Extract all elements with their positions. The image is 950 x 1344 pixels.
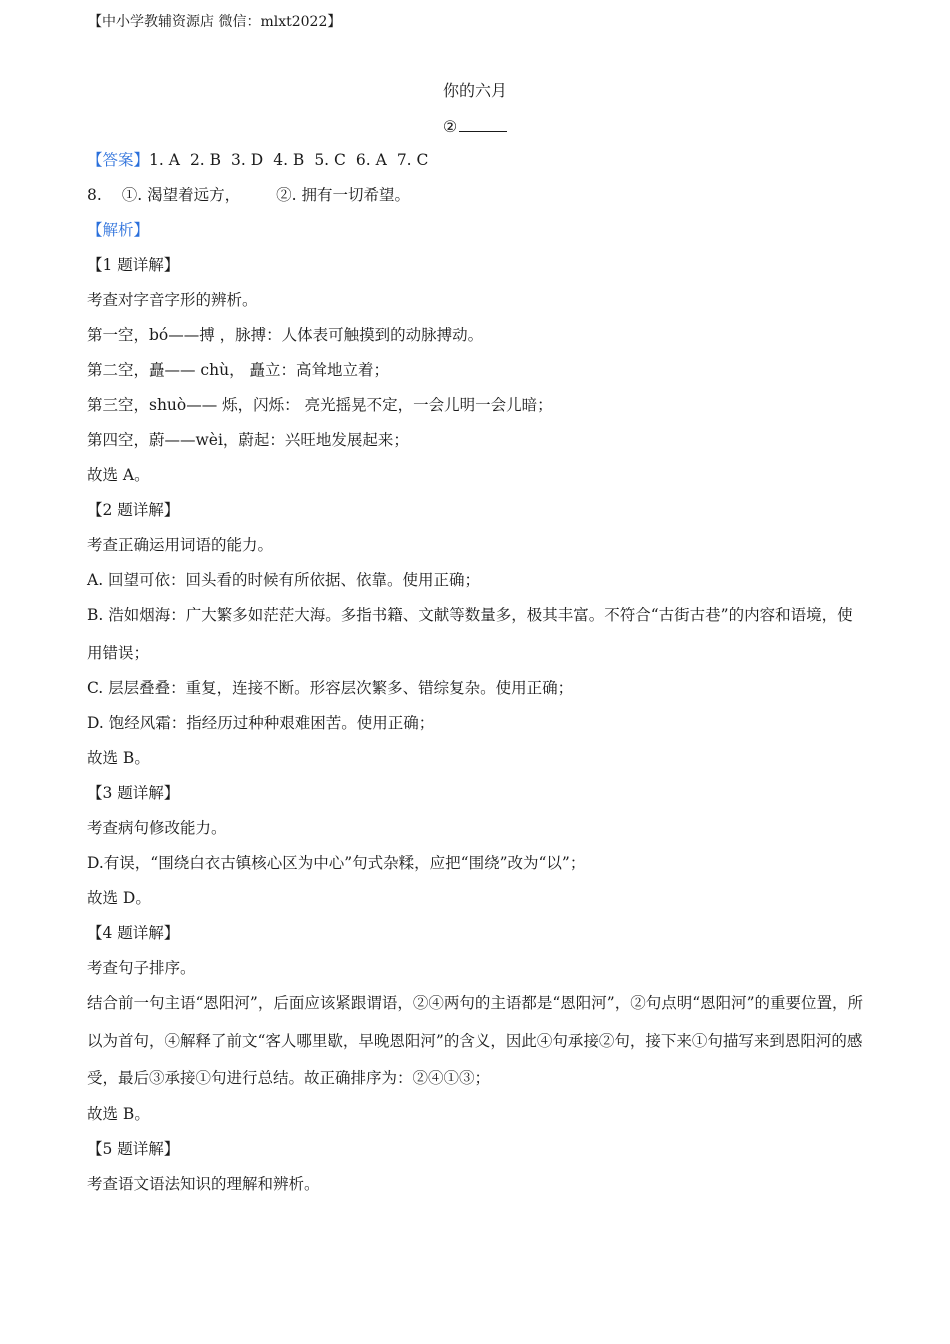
- answer-item: 2. B: [189, 151, 222, 169]
- section-line: 第四空，蔚——wèi，蔚起：兴旺地发展起来；: [87, 431, 409, 449]
- analysis-tag: 【解析】: [87, 221, 150, 239]
- section-line: 第二空，矗—— chù， 矗立：高耸地立着；: [87, 361, 390, 379]
- section-line: 故选 A。: [87, 466, 150, 484]
- poem-title: 你的六月: [442, 81, 507, 100]
- header-note: 【中小学教辅资源店 微信：mlxt2022】: [88, 14, 342, 30]
- section-line: B. 浩如烟海：广大繁多如茫茫大海。多指书籍、文献等数量多，极其丰富。不符合“古街古巷”的内容和语境，使用错误；: [87, 606, 853, 662]
- blank-label: ②: [442, 117, 458, 136]
- section-line: 考查对字音字形的辨析。: [87, 291, 258, 309]
- section-line: 第一空，bó——搏 ，脉搏：人体表可触摸到的动脉搏动。: [87, 326, 484, 344]
- answer-item: 3. D: [231, 151, 264, 169]
- poem-blank: [0, 115, 950, 138]
- section-heading: 【4 题详解】: [87, 924, 180, 942]
- answer-q8-line: [87, 184, 867, 219]
- q8-number: 8.: [87, 186, 102, 204]
- answer-item: 5. C: [314, 151, 346, 169]
- section-line: C. 层层叠叠：重复，连接不断。形容层次繁多、错综复杂。使用正确；: [87, 679, 574, 697]
- answer-item: 4. B: [273, 151, 305, 169]
- section-line: 考查正确运用词语的能力。: [87, 536, 274, 554]
- section-heading: 【3 题详解】: [87, 784, 180, 802]
- answer-item: 6. A: [355, 151, 387, 169]
- section-line: 故选 D。: [87, 889, 151, 907]
- answer-item: 1. A: [149, 151, 180, 169]
- answer-tag: 【答案】: [87, 151, 150, 169]
- section-line: 考查病句修改能力。: [87, 819, 227, 837]
- section-line: 考查语文语法知识的理解和辨析。: [87, 1174, 320, 1193]
- section-line: 结合前一句主语“恩阳河”，后面应该紧跟谓语，②④两句的主语都是“恩阳河”，②句点明“恩阳河”的重要位置，所以为首句，④解释了前文“客人哪里歇，早晚恩阳河”的含义，因此④句承接②句，接下来①句描写来到恩阳河的感受，最后③承接①句进行总结。故正确排序为：②④①③；: [87, 994, 864, 1087]
- section-heading: 【1 题详解】: [87, 256, 180, 274]
- answer-line: [87, 149, 867, 184]
- section-line: 考查句子排序。: [87, 959, 196, 977]
- section-line: 第三空，shuò—— 烁，闪烁： 亮光摇晃不定，一会儿明一会儿暗；: [87, 396, 553, 414]
- answer-item: 7. C: [396, 151, 429, 169]
- q8-answer-b: ②. 拥有一切希望。: [276, 186, 411, 204]
- section-heading: 【2 题详解】: [87, 501, 180, 519]
- q8-answer-a: ①. 渴望着远方，: [121, 186, 241, 204]
- answer-blank-line: [459, 115, 507, 132]
- section-line: 故选 B。: [87, 749, 150, 767]
- section-line: A. 回望可依：回头看的时候有所依据、依靠。使用正确；: [87, 571, 481, 589]
- section-line: D. 饱经风霜：指经历过种种艰难困苦。使用正确；: [87, 714, 435, 732]
- answer-content: [87, 149, 867, 1208]
- section-line: D.有误，“围绕白衣古镇核心区为中心”句式杂糅，应把“围绕”改为“以”；: [87, 854, 586, 872]
- section-line: 故选 B。: [87, 1104, 150, 1123]
- section-heading: 【5 题详解】: [87, 1139, 180, 1158]
